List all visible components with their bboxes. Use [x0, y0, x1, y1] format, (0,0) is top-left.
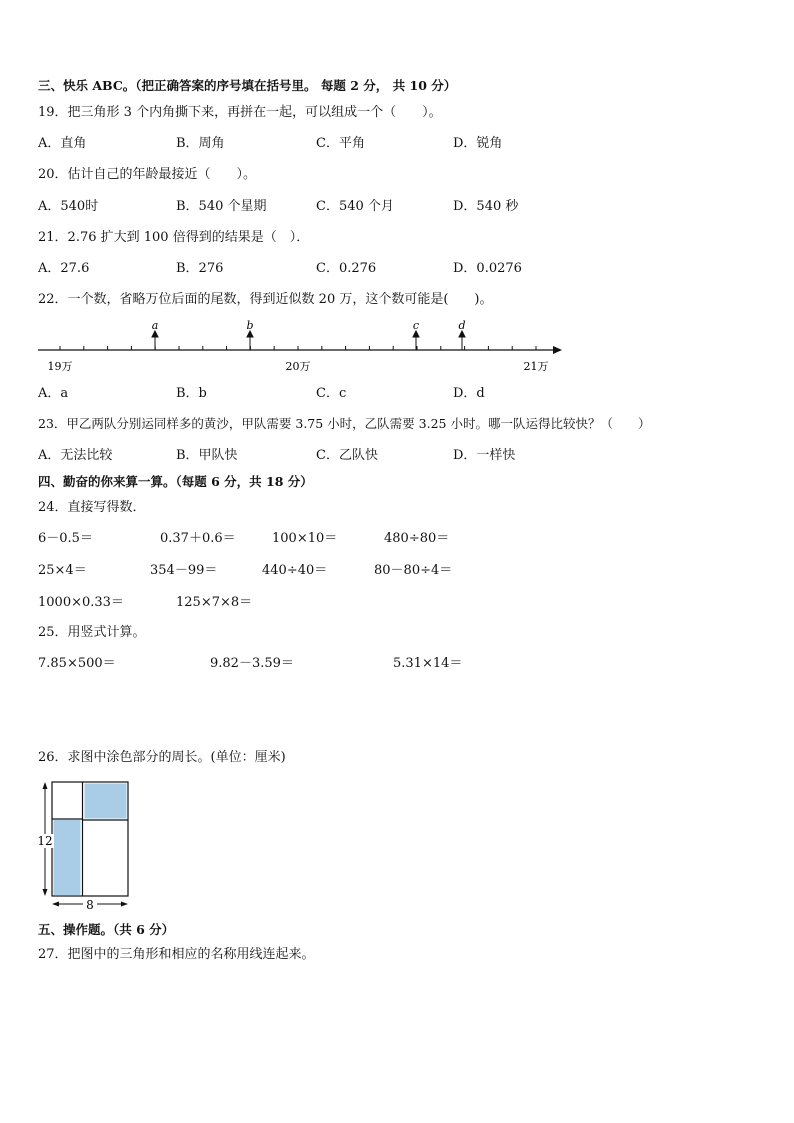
vertical-calc-item: 7.85×500＝ [38, 656, 116, 671]
calc-item: 1000×0.33＝ [38, 595, 124, 610]
tick-label-20: 20万 [285, 360, 311, 373]
option-19c: C．平角 [316, 136, 365, 151]
section4-heading: 四、勤奋的你来算一算。（每题 6 分，共 18 分） [38, 474, 313, 489]
option-23c: C．乙队快 [316, 448, 378, 463]
option-19a: A．直角 [38, 136, 87, 151]
option-21d: D．0.0276 [453, 261, 522, 276]
calc-item: 354－99＝ [150, 563, 218, 578]
option-20b: B．540 个星期 [176, 199, 267, 214]
question-27: 27．把图中的三角形和相应的名称用线连起来。 [38, 947, 315, 962]
calc-item: 80－80÷4＝ [374, 563, 453, 578]
section3-heading: 三、快乐 ABC。（把正确答案的序号填在括号里。 每题 2 分， 共 10 分） [38, 78, 457, 93]
calc-item: 6－0.5＝ [38, 531, 93, 546]
point-label-a: a [151, 319, 159, 332]
calc-item: 0.37＋0.6＝ [160, 531, 236, 546]
option-23d: D．一样快 [453, 448, 516, 463]
question-23: 23．甲乙两队分别运同样多的黄沙，甲队需要 3.75 小时，乙队需要 3.25 小时。哪一队运得比较快？（ ） [38, 416, 651, 431]
question-25: 25．用竖式计算。 [38, 625, 146, 640]
shaded-left-strip [54, 820, 81, 895]
arrow-left-icon [52, 902, 59, 907]
arrow-head-icon [553, 346, 562, 354]
section5-heading: 五、操作题。（共 6 分） [38, 922, 175, 937]
height-label: 12 [37, 834, 53, 848]
tick-label-19: 19万 [47, 360, 73, 373]
point-label-d: d [458, 319, 466, 332]
arrow-up-icon [43, 782, 48, 789]
option-19d: D．锐角 [453, 136, 503, 151]
perimeter-figure [30, 776, 140, 916]
tick-label-21: 21万 [523, 360, 549, 373]
option-21c: C．0.276 [316, 261, 377, 276]
option-21b: B．276 [176, 261, 224, 276]
question-20: 20．估计自己的年龄最接近（ ）。 [38, 167, 257, 182]
option-20a: A．540时 [38, 199, 99, 214]
calc-item: 440÷40＝ [262, 563, 328, 578]
question-24: 24．直接写得数． [38, 500, 146, 515]
option-21a: A．27.6 [38, 261, 90, 276]
option-20c: C．540 个月 [316, 199, 394, 214]
point-label-b: b [246, 319, 254, 332]
calc-item: 125×7×8＝ [176, 595, 253, 610]
option-23b: B．甲队快 [176, 448, 238, 463]
arrow-right-icon [121, 902, 128, 907]
option-22d: D．d [453, 386, 485, 401]
calc-item: 100×10＝ [272, 531, 338, 546]
arrow-down-icon [43, 889, 48, 896]
vertical-calc-item: 5.31×14＝ [393, 656, 463, 671]
option-23a: A．无法比较 [38, 448, 113, 463]
question-26: 26．求图中涂色部分的周长。(单位：厘米) [38, 750, 286, 765]
option-19b: B．周角 [176, 136, 225, 151]
question-19: 19．把三角形 3 个内角撕下来，再拼在一起，可以组成一个（ ）。 [38, 105, 442, 120]
shaded-top-square [85, 784, 127, 819]
width-label: 8 [86, 898, 94, 912]
option-22a: A．a [38, 386, 69, 401]
question-22: 22．一个数，省略万位后面的尾数，得到近似数 20 万，这个数可能是( )。 [38, 292, 493, 307]
option-20d: D．540 秒 [453, 199, 519, 214]
calc-item: 480÷80＝ [384, 531, 450, 546]
calc-item: 25×4＝ [38, 563, 87, 578]
option-22c: C．c [316, 386, 347, 401]
number-line [30, 314, 570, 374]
vertical-calc-item: 9.82－3.59＝ [210, 656, 294, 671]
option-22b: B．b [176, 386, 207, 401]
question-21: 21．2.76 扩大到 100 倍得到的结果是（ ）． [38, 230, 310, 245]
point-label-c: c [412, 319, 420, 332]
